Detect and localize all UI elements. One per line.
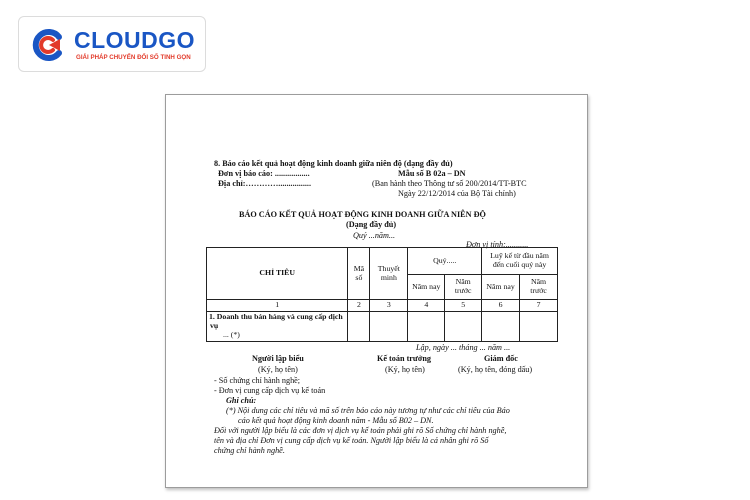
address: Địa chỉ:…………................ xyxy=(218,179,312,188)
table-row xyxy=(207,311,558,341)
form-code: Mẫu số B 02a – DN xyxy=(398,169,466,178)
table-cell xyxy=(482,311,520,341)
cert-number-line: - Số chứng chỉ hành nghề; xyxy=(214,376,301,385)
header-indicator: CHỈ TIÊU xyxy=(207,248,348,300)
report-document xyxy=(165,94,588,488)
table-cell xyxy=(408,311,445,341)
section-heading: 8. Báo cáo kết quả hoạt động kinh doanh giữa niên độ (dạng đầy đủ) xyxy=(214,159,453,168)
logo-tagline: GIẢI PHÁP CHUYỂN ĐỔI SỐ TINH GỌN xyxy=(76,54,191,61)
row-revenue-title: 1. Doanh thu bán hàng và cung cấp dịch vụ xyxy=(209,311,343,330)
header-ytd: Luỹ kế từ đầu năm đến cuối quý này xyxy=(482,248,558,275)
table-cell xyxy=(520,311,558,341)
header-ytd-prev-year: Năm trước xyxy=(520,275,558,300)
header-code: Mã số xyxy=(348,248,370,300)
header-quarter-this-year: Năm nay xyxy=(408,275,445,300)
col-number: 5 xyxy=(445,300,482,312)
signing-date: Lập, ngày ... tháng ... năm ... xyxy=(416,343,511,352)
issued-by-circular: (Ban hành theo Thông tư số 200/2014/TT-BTC xyxy=(372,179,527,188)
director-title: Giám đốc xyxy=(484,354,518,363)
col-number: 4 xyxy=(408,300,445,312)
header-note: Thuyết minh xyxy=(370,248,408,300)
row-revenue-label xyxy=(207,311,348,341)
col-number: 3 xyxy=(370,300,408,312)
note-line: (*) Nội dung các chỉ tiêu và mã số trên báo cáo này tương tự như các chỉ tiêu của Báo xyxy=(226,406,510,415)
issued-date: Ngày 22/12/2014 của Bộ Tài chính) xyxy=(398,189,516,198)
preparer-title: Người lập biểu xyxy=(252,354,304,363)
table-cell xyxy=(445,311,482,341)
notes-title: Ghi chú: xyxy=(226,396,257,405)
currency-unit: Đơn vị tính:........... xyxy=(466,240,529,249)
table-cell xyxy=(370,311,408,341)
note-line: tên và địa chỉ Đơn vị cung cấp dịch vụ kế toán. Người lập biểu là cá nhân ghi rõ Số xyxy=(214,436,489,445)
note-line: Đối với người lập biểu là các đơn vị dịch vụ kế toán phải ghi rõ Số chứng chỉ hành nghề, xyxy=(214,426,507,435)
col-number: 1 xyxy=(207,300,348,312)
table-cell xyxy=(348,311,370,341)
col-number: 7 xyxy=(520,300,558,312)
chief-accountant-sign: (Ký, họ tên) xyxy=(385,365,425,374)
cloudgo-logo-icon xyxy=(29,27,65,63)
col-number: 2 xyxy=(348,300,370,312)
preparer-sign: (Ký, họ tên) xyxy=(258,365,298,374)
row-revenue-more: ... (*) xyxy=(223,329,240,339)
header-ytd-this-year: Năm nay xyxy=(482,275,520,300)
director-sign: (Ký, họ tên, đóng dấu) xyxy=(458,365,533,374)
report-period: Quý ...năm... xyxy=(353,231,396,240)
header-quarter-prev-year: Năm trước xyxy=(445,275,482,300)
logo-brand: CLOUDGO xyxy=(74,27,196,53)
header-quarter: Quý..... xyxy=(408,248,482,275)
column-number-row xyxy=(207,300,558,312)
note-line: chứng chỉ hành nghề. xyxy=(214,446,285,455)
report-subtitle: (Dạng đầy đủ) xyxy=(346,220,397,229)
report-title: BÁO CÁO KẾT QUẢ HOẠT ĐỘNG KINH DOANH GIỮA NIÊN ĐỘ xyxy=(239,210,486,219)
chief-accountant-title: Kế toán trưởng xyxy=(377,354,432,363)
reporting-unit: Đơn vị báo cáo: ................. xyxy=(218,169,310,178)
income-statement-table xyxy=(206,247,558,342)
note-line: cáo kết quả hoạt động kinh doanh năm - Mẫu số B02 – DN. xyxy=(238,416,434,425)
cloudgo-logo xyxy=(18,16,206,72)
service-unit-line: - Đơn vị cung cấp dịch vụ kế toán xyxy=(214,386,326,395)
col-number: 6 xyxy=(482,300,520,312)
